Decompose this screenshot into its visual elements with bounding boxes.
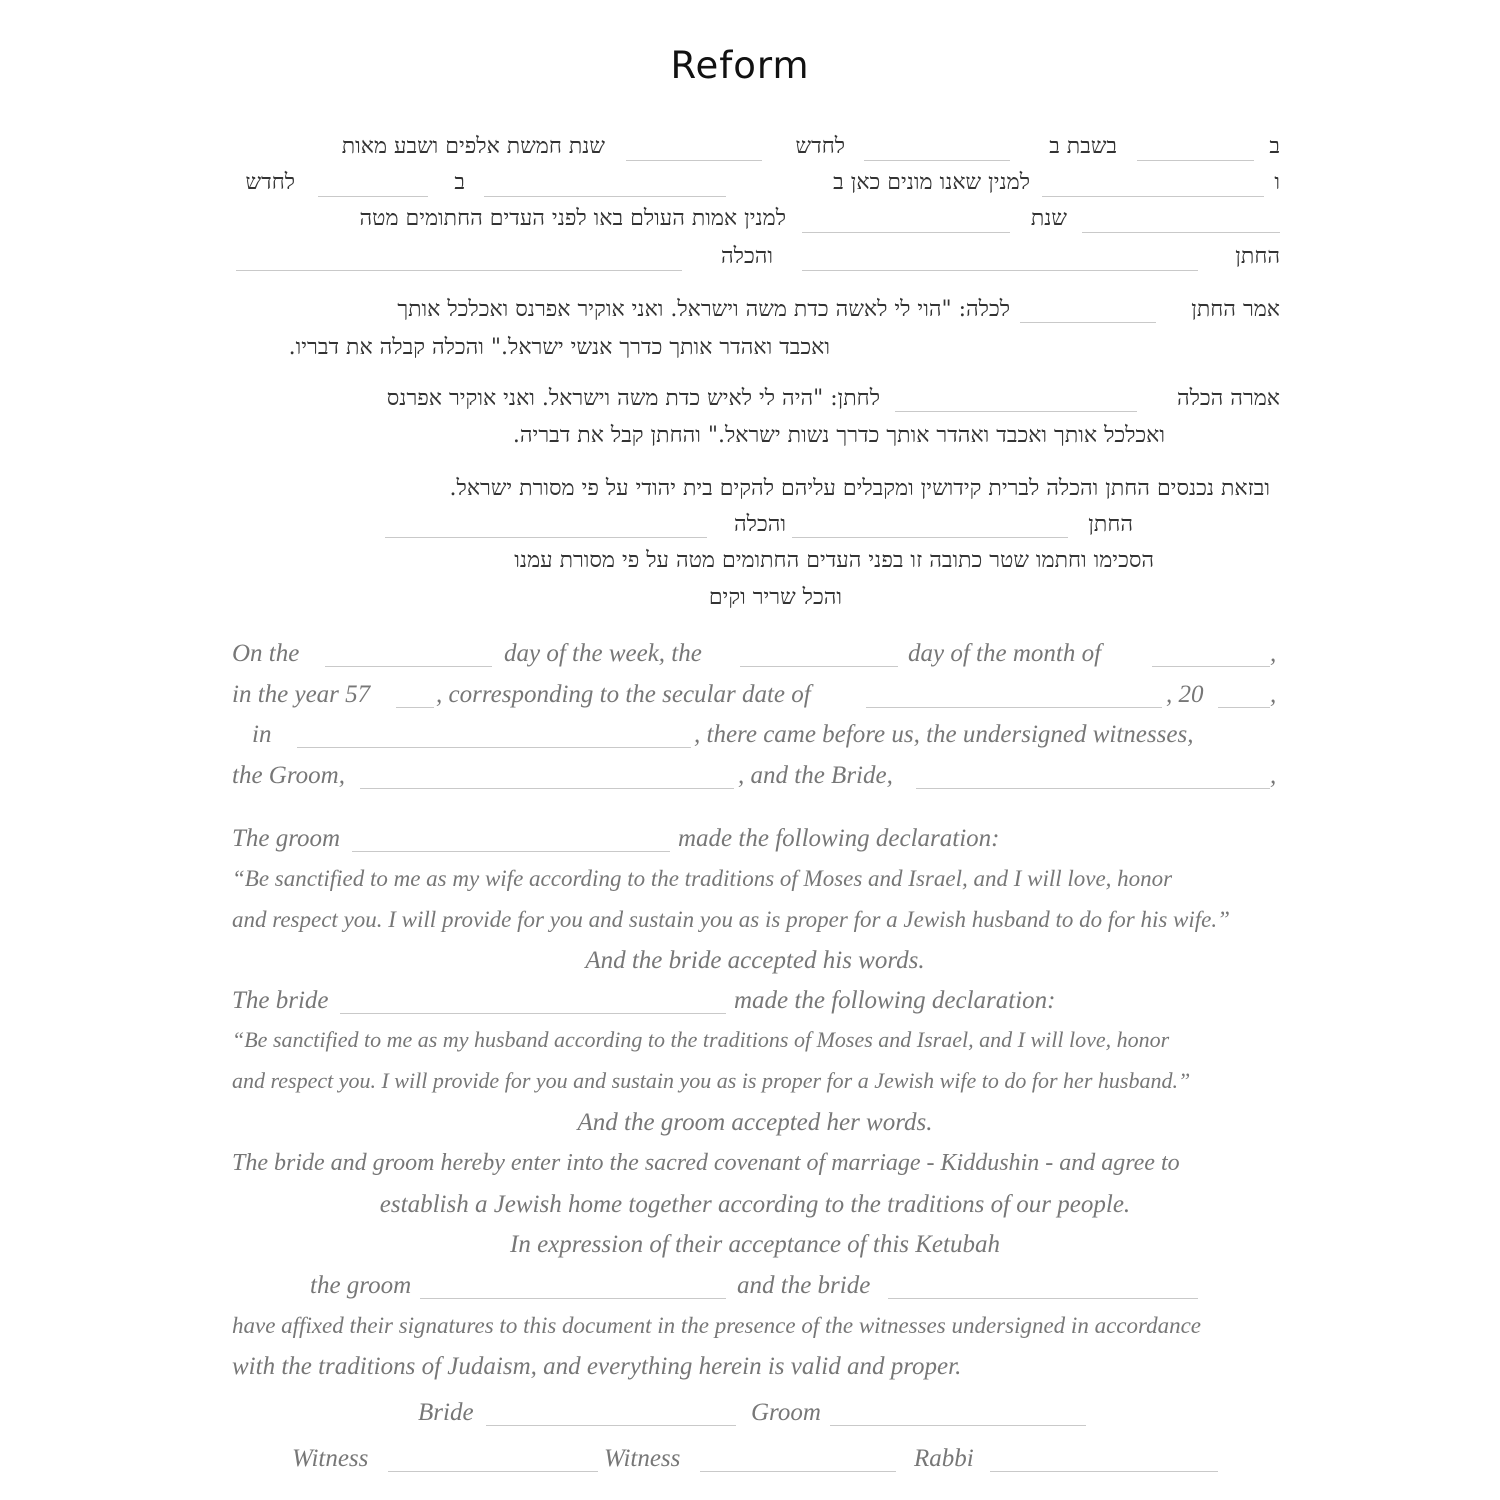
english-text: , xyxy=(1270,681,1277,708)
blank-line[interactable] xyxy=(864,160,1010,161)
hebrew-text: אמרה הכלה xyxy=(1176,386,1280,411)
english-text: And the groom accepted her words. xyxy=(577,1109,933,1136)
blank-line[interactable] xyxy=(385,537,707,538)
english-text: Groom xyxy=(751,1399,821,1426)
hebrew-text: החתן xyxy=(1088,512,1133,537)
blank-line[interactable] xyxy=(396,707,434,708)
blank-line[interactable] xyxy=(297,747,691,748)
english-text: Bride xyxy=(418,1399,474,1426)
blank-line[interactable] xyxy=(990,1471,1218,1472)
hebrew-text: למנין שאנו מונים כאן ב xyxy=(833,170,1030,195)
english-text: day of the week, the xyxy=(504,640,702,667)
hebrew-text: למנין אמות העולם באו לפני העדים החתומים מטה xyxy=(359,206,786,231)
hebrew-text: ב xyxy=(1269,134,1280,159)
english-text: the Groom, xyxy=(232,762,345,789)
english-text: And the bride accepted his words. xyxy=(585,947,925,974)
hebrew-text: והכלה xyxy=(721,244,773,269)
hebrew-text: לכלה: "הוי לי לאשה כדת משה וישראל. ואני אוקיר אפרנס ואכלכל אותך xyxy=(397,297,1010,322)
english-text: and the bride xyxy=(737,1272,871,1299)
english-text: Witness xyxy=(604,1445,681,1472)
english-text: The bride and groom hereby enter into the sacred covenant of marriage - Kiddushin - and agree to xyxy=(232,1150,1180,1176)
english-text: with the traditions of Judaism, and everything herein is valid and proper. xyxy=(232,1353,962,1380)
blank-line[interactable] xyxy=(420,1298,726,1299)
english-text: day of the month of xyxy=(908,640,1102,667)
hebrew-text: והכלה xyxy=(734,512,786,537)
hebrew-text: אמר החתן xyxy=(1191,297,1280,322)
hebrew-text: ואכבד ואהדר אותך כדרך אנשי ישראל." והכלה קבלה את דבריו. xyxy=(288,335,830,360)
hebrew-text: שנת xyxy=(1030,206,1067,231)
english-text: and respect you. I will provide for you and sustain you as is proper for a Jewish wife to do for her husband.” xyxy=(232,1068,1191,1093)
english-text: On the xyxy=(232,640,300,667)
english-text: , xyxy=(1270,640,1277,667)
english-text: and respect you. I will provide for you and sustain you as is proper for a Jewish husband to do for his wife.” xyxy=(232,907,1230,932)
blank-line[interactable] xyxy=(1082,232,1280,233)
blank-line[interactable] xyxy=(486,1425,736,1426)
english-text: “Be sanctified to me as my wife according to the traditions of Moses and Israel, and I will love, honor xyxy=(232,866,1173,891)
hebrew-text: ב xyxy=(454,170,465,195)
blank-line[interactable] xyxy=(1020,322,1156,323)
blank-line[interactable] xyxy=(1152,666,1270,667)
blank-line[interactable] xyxy=(866,707,1162,708)
english-text: establish a Jewish home together according to the traditions of our people. xyxy=(379,1191,1131,1218)
blank-line[interactable] xyxy=(388,1471,598,1472)
blank-line[interactable] xyxy=(888,1298,1198,1299)
blank-line[interactable] xyxy=(340,1013,726,1014)
english-text: the groom xyxy=(310,1272,412,1299)
blank-line[interactable] xyxy=(830,1425,1086,1426)
english-text: , there came before us, the undersigned witnesses, xyxy=(694,721,1194,748)
hebrew-text: ובזאת נכנסים החתן והכלה לברית קידושין ומקבלים עליהם להקים בית יהודי על פי מסורת ישראל. xyxy=(449,476,1270,501)
hebrew-text: ו xyxy=(1274,170,1280,195)
blank-line[interactable] xyxy=(352,851,670,852)
hebrew-text: בשבת ב xyxy=(1049,134,1117,159)
english-text: in the year 57 xyxy=(232,681,371,708)
blank-line[interactable] xyxy=(1137,160,1254,161)
english-text: made the following declaration: xyxy=(734,987,1056,1014)
blank-line[interactable] xyxy=(236,270,682,271)
english-text: Witness xyxy=(292,1445,369,1472)
english-text: “Be sanctified to me as my husband according to the traditions of Moses and Israel, and I will love, honor xyxy=(232,1027,1170,1052)
english-text: In expression of their acceptance of this Ketubah xyxy=(510,1231,1000,1258)
blank-line[interactable] xyxy=(1218,707,1270,708)
hebrew-text: הסכימו וחתמו שטר כתובה זו בפני העדים החתומים מטה על פי מסורת עמנו xyxy=(514,548,1154,573)
english-text: , corresponding to the secular date of xyxy=(436,681,811,708)
english-text: The bride xyxy=(232,987,329,1014)
english-text: in xyxy=(252,721,272,748)
blank-line[interactable] xyxy=(325,666,492,667)
english-text: , 20 xyxy=(1166,681,1204,708)
hebrew-text: החתן xyxy=(1235,244,1280,269)
english-text: , xyxy=(1270,762,1277,789)
blank-line[interactable] xyxy=(360,788,734,789)
document-title: Reform xyxy=(670,44,810,87)
blank-line[interactable] xyxy=(802,270,1198,271)
hebrew-text: ואכלכל אותך ואכבד ואהדר אותך כדרך נשות ישראל." והחתן קבל את דבריה. xyxy=(512,423,1165,448)
english-text: made the following declaration: xyxy=(678,825,1000,852)
blank-line[interactable] xyxy=(916,788,1270,789)
hebrew-text: שנת חמשת אלפים ושבע מאות xyxy=(341,134,605,159)
blank-line[interactable] xyxy=(740,666,898,667)
blank-line[interactable] xyxy=(318,196,428,197)
blank-line[interactable] xyxy=(1042,196,1264,197)
hebrew-text: והכל שריר וקים xyxy=(708,585,842,610)
hebrew-text: לחתן: "היה לי לאיש כדת משה וישראל. ואני אוקיר אפרנס xyxy=(386,386,880,411)
hebrew-text: לחדש xyxy=(795,134,845,159)
english-text: The groom xyxy=(232,825,341,852)
blank-line[interactable] xyxy=(626,160,762,161)
blank-line[interactable] xyxy=(792,537,1068,538)
blank-line[interactable] xyxy=(484,196,726,197)
english-text: Rabbi xyxy=(914,1445,974,1472)
blank-line[interactable] xyxy=(895,411,1137,412)
english-text: , and the Bride, xyxy=(738,762,893,789)
hebrew-text: לחדש xyxy=(245,170,295,195)
blank-line[interactable] xyxy=(700,1471,896,1472)
blank-line[interactable] xyxy=(802,232,1010,233)
english-text: have affixed their signatures to this document in the presence of the witnesses undersigned in accordance xyxy=(232,1313,1201,1338)
